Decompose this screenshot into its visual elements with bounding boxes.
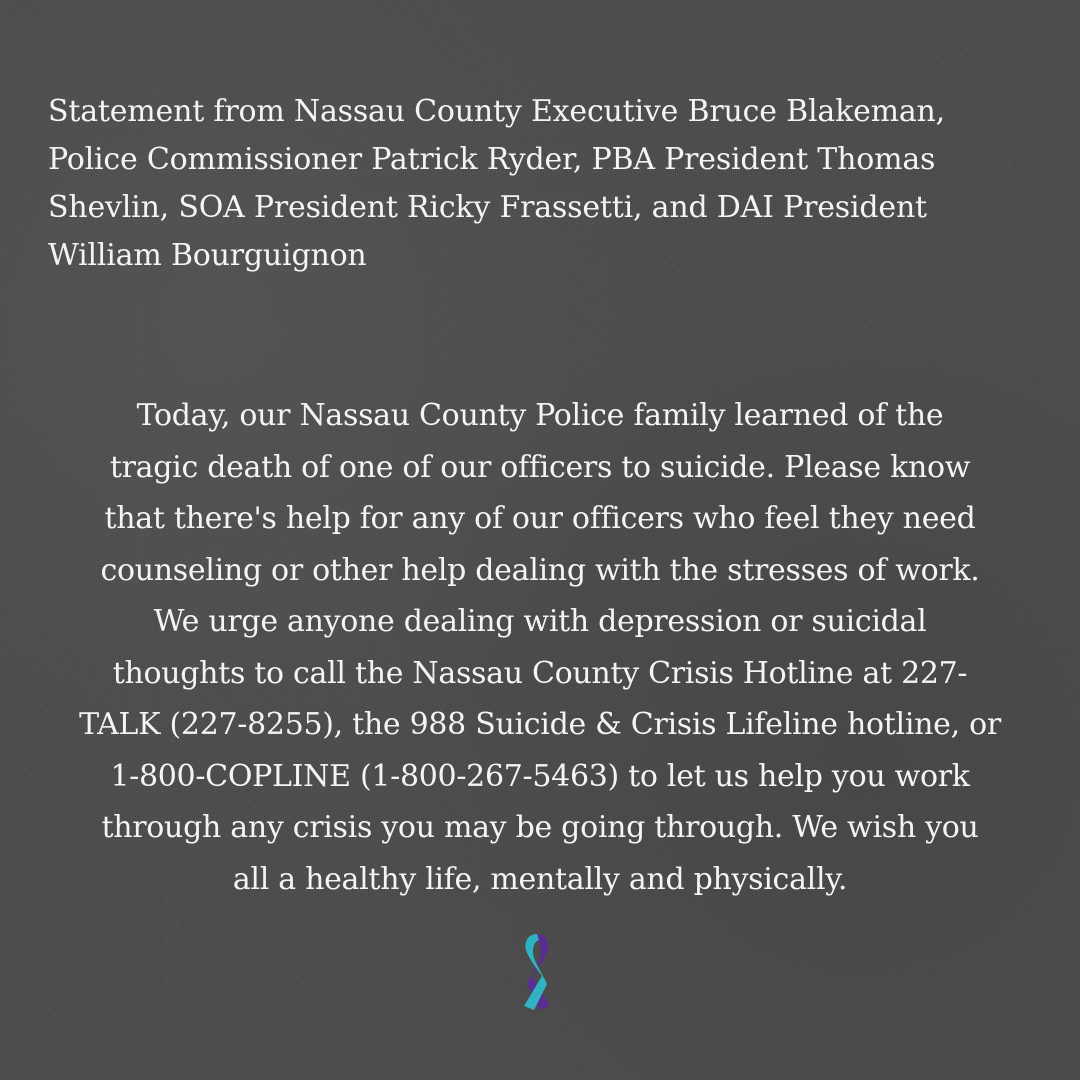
awareness-ribbon-icon xyxy=(506,928,568,1012)
statement-body: Today, our Nassau County Police family learned of the tragic death of one of our officers to suicide. Please know that there's help for any of our officers who feel they need counseling or other help dealing with the stresses of work. We urge anyone dealing with depression or suicidal thoughts to call the Nassau County Crisis Hotline at 227- TALK (227-8255), the 988 Suicide & Crisis Lifeline hotline, or 1-800-COPLINE (1-800-267-5463) to let us help you work through any crisis you may be going through. We wish you all a healthy life, mentally and physically. xyxy=(79,398,1001,897)
statement-heading: Statement from Nassau County Executive Bruce Blakeman, Police Commissioner Patrick Ryder, PBA President Thomas Shevlin, SOA President Ricky Frassetti, and DAI President William Bourguignon xyxy=(48,94,946,273)
